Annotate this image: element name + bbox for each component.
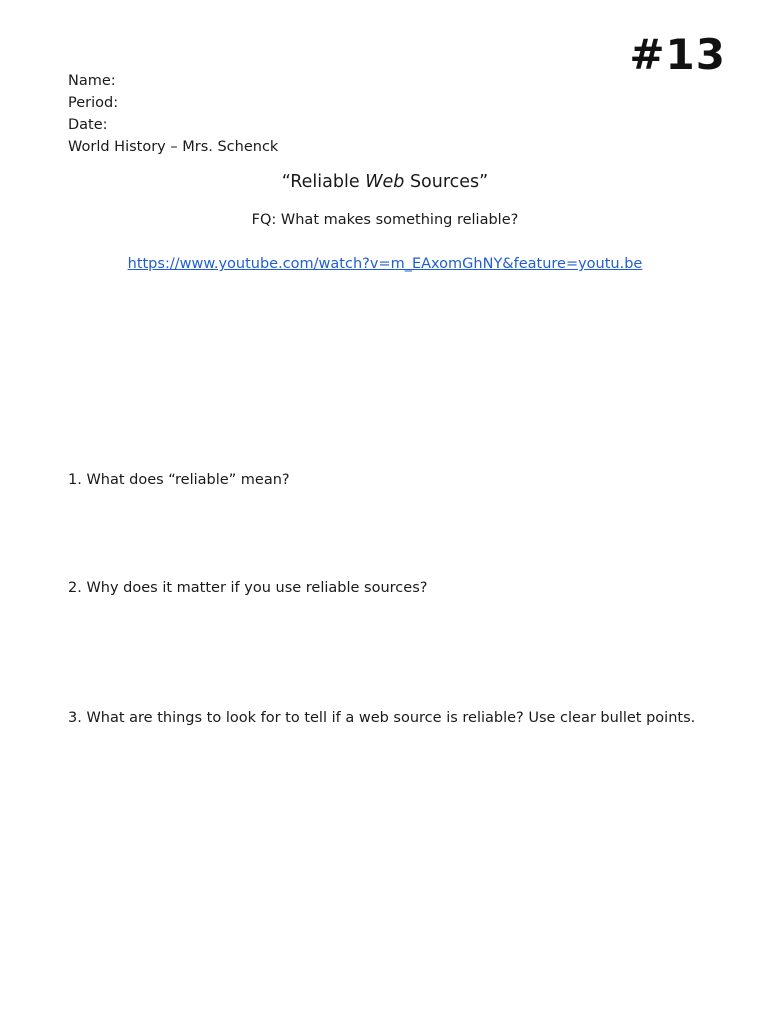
- date-label: Date:: [68, 117, 108, 133]
- student-info-header: [68, 70, 278, 158]
- video-link[interactable]: https://www.youtube.com/watch?v=m_EAxomGhNY&feature=youtu.be: [127, 256, 643, 272]
- course-label: World History – Mrs. Schenck: [68, 139, 279, 155]
- answer-area-1[interactable]: [68, 498, 708, 568]
- title-emphasis: Web: [365, 172, 405, 192]
- period-label: Period:: [68, 95, 119, 111]
- answer-area-2[interactable]: [68, 606, 708, 696]
- name-label: Name:: [68, 73, 116, 89]
- question-2: 2. Why does it matter if you use reliable sources?: [68, 580, 428, 596]
- answer-area-3[interactable]: [68, 736, 708, 1006]
- page-number: #13: [629, 30, 726, 79]
- question-1: 1. What does “reliable” mean?: [68, 472, 290, 488]
- focus-question: FQ: What makes something reliable?: [251, 212, 519, 228]
- title-part-2: Sources”: [404, 172, 489, 192]
- worksheet-title: [0, 172, 770, 192]
- question-3: 3. What are things to look for to tell if a web source is reliable? Use clear bullet points.: [68, 710, 696, 726]
- title-part-1: “Reliable: [281, 172, 366, 192]
